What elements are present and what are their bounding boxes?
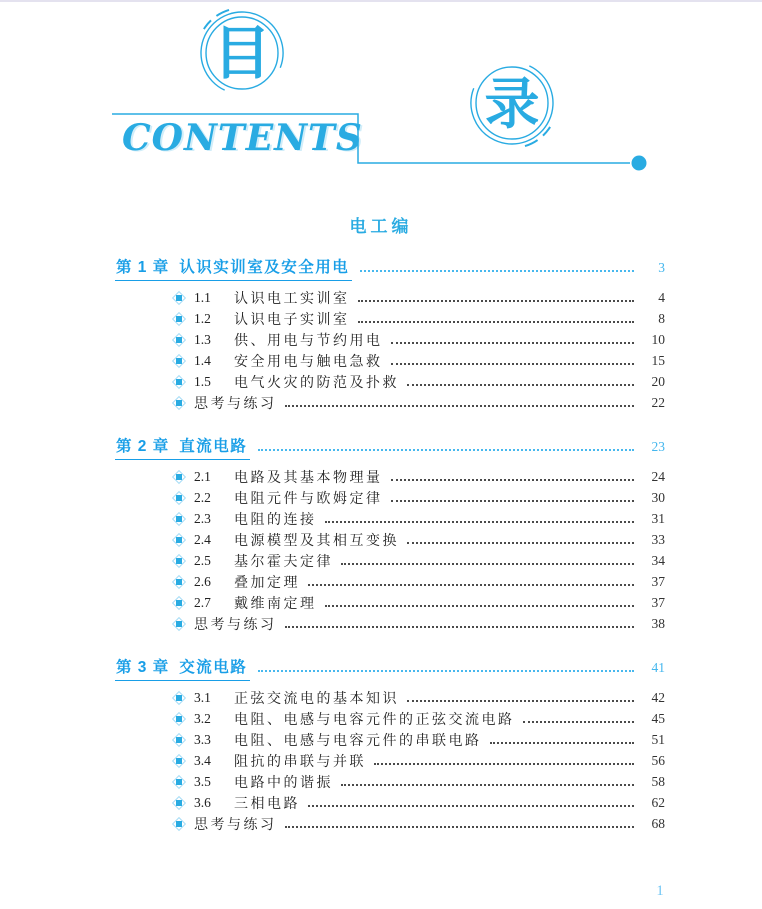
mu-circle-badge-icon <box>192 2 292 102</box>
toc-item-row <box>115 571 665 592</box>
item-title: 电阻元件与欧姆定律 <box>234 491 383 507</box>
toc-item-row <box>115 529 665 550</box>
diamond-bullet-icon <box>172 512 185 525</box>
item-title: 电阻、电感与电容元件的串联电路 <box>234 733 482 749</box>
item-title: 认识电子实训室 <box>234 312 350 328</box>
toc-item-row <box>115 287 665 308</box>
toc-item-row <box>115 466 665 487</box>
dot-leader <box>325 605 635 607</box>
dot-leader <box>391 500 635 502</box>
item-page: 62 <box>651 794 665 810</box>
mu-char: 目 <box>212 21 272 86</box>
dot-leader <box>523 721 635 723</box>
item-number: 3.4 <box>194 752 211 768</box>
item-number: 3.3 <box>194 731 211 747</box>
chapter-items <box>115 287 665 413</box>
item-page: 31 <box>651 510 665 526</box>
chapter-block <box>115 437 665 634</box>
item-title: 电阻的连接 <box>234 512 317 528</box>
item-page: 37 <box>651 594 665 610</box>
chapter-page: 3 <box>658 260 665 275</box>
toc-item-row <box>115 392 665 413</box>
chapter-heading <box>115 255 352 281</box>
item-title: 电阻、电感与电容元件的正弦交流电路 <box>234 712 515 728</box>
toc-item-row <box>115 592 665 613</box>
contents-title: CONTENTS <box>122 117 363 159</box>
section-title: 电工编 <box>349 217 413 236</box>
item-number: 3.2 <box>194 710 211 726</box>
item-page: 68 <box>651 815 665 831</box>
dot-leader <box>360 270 634 272</box>
item-number: 2.7 <box>194 594 211 610</box>
item-title: 正弦交流电的基本知识 <box>234 691 399 707</box>
toc-item-row <box>115 350 665 371</box>
toc-item-row <box>115 487 665 508</box>
dot-leader <box>308 805 634 807</box>
toc-item-row <box>115 371 665 392</box>
item-number: 3.6 <box>194 794 211 810</box>
dot-leader <box>285 626 635 628</box>
toc-item-row <box>115 813 665 834</box>
diamond-bullet-icon <box>172 354 185 367</box>
chapter-title: 认识实训室及安全用电 <box>179 259 350 276</box>
item-title: 安全用电与触电急救 <box>234 354 383 370</box>
connector-dot-icon <box>632 156 647 171</box>
item-page: 24 <box>651 468 665 484</box>
lu-circle-badge-icon <box>462 53 562 153</box>
chapter-heading-row <box>115 258 665 278</box>
dot-leader <box>308 584 634 586</box>
chapter-items <box>115 466 665 634</box>
item-number: 1.1 <box>194 289 211 305</box>
dot-leader <box>285 405 635 407</box>
diamond-bullet-icon <box>172 754 185 767</box>
dot-leader <box>285 826 635 828</box>
diamond-bullet-icon <box>172 470 185 483</box>
chapter-block <box>115 258 665 413</box>
item-number: 3.5 <box>194 773 211 789</box>
chapter-title: 交流电路 <box>179 659 248 676</box>
page-number: 1 <box>656 883 664 899</box>
toc-item-row <box>115 708 665 729</box>
item-page: 56 <box>651 752 665 768</box>
item-number: 1.2 <box>194 310 211 326</box>
item-page: 15 <box>651 352 665 368</box>
item-page: 51 <box>651 731 665 747</box>
item-page: 33 <box>651 531 665 547</box>
toc-item-row <box>115 750 665 771</box>
diamond-bullet-icon <box>172 575 185 588</box>
diamond-bullet-icon <box>172 691 185 704</box>
item-title: 基尔霍夫定律 <box>234 554 333 570</box>
dot-leader <box>391 479 635 481</box>
item-page: 45 <box>651 710 665 726</box>
item-title: 电路及其基本物理量 <box>234 470 383 486</box>
item-title: 思考与练习 <box>194 617 277 633</box>
diamond-bullet-icon <box>172 375 185 388</box>
dot-leader <box>407 700 634 702</box>
diamond-bullet-icon <box>172 533 185 546</box>
item-page: 10 <box>651 331 665 347</box>
toc-item-row <box>115 329 665 350</box>
toc-item-row <box>115 550 665 571</box>
diamond-bullet-icon <box>172 817 185 830</box>
toc-item-row <box>115 308 665 329</box>
header-connector-line <box>0 0 762 185</box>
item-title: 思考与练习 <box>194 817 277 833</box>
chapter-heading-row <box>115 658 665 678</box>
chapter-block <box>115 658 665 834</box>
toc-item-row <box>115 613 665 634</box>
item-page: 22 <box>651 394 665 410</box>
item-number: 2.4 <box>194 531 211 547</box>
chapter-page: 41 <box>651 660 665 675</box>
dot-leader <box>407 542 634 544</box>
chapter-page: 23 <box>651 439 665 454</box>
item-title: 三相电路 <box>234 796 300 812</box>
dot-leader <box>258 670 634 672</box>
diamond-bullet-icon <box>172 333 185 346</box>
chapter-label: 第 1 章 <box>116 259 170 276</box>
item-page: 38 <box>651 615 665 631</box>
dot-leader <box>358 321 635 323</box>
item-title: 叠加定理 <box>234 575 300 591</box>
chapter-items <box>115 687 665 834</box>
chapter-heading <box>115 655 250 681</box>
diamond-bullet-icon <box>172 312 185 325</box>
chapter-title: 直流电路 <box>179 438 248 455</box>
dot-leader <box>341 563 634 565</box>
item-number: 2.6 <box>194 573 211 589</box>
item-page: 4 <box>658 289 665 305</box>
toc-item-row <box>115 687 665 708</box>
dot-leader <box>325 521 635 523</box>
item-page: 30 <box>651 489 665 505</box>
diamond-bullet-icon <box>172 596 185 609</box>
toc-item-row <box>115 771 665 792</box>
chapter-label: 第 3 章 <box>116 659 170 676</box>
item-page: 37 <box>651 573 665 589</box>
diamond-bullet-icon <box>172 733 185 746</box>
item-title: 电路中的谐振 <box>234 775 333 791</box>
diamond-bullet-icon <box>172 796 185 809</box>
diamond-bullet-icon <box>172 291 185 304</box>
item-title: 电源模型及其相互变换 <box>234 533 399 549</box>
item-title: 思考与练习 <box>194 396 277 412</box>
toc-header <box>0 0 762 185</box>
dot-leader <box>374 763 634 765</box>
item-number: 2.3 <box>194 510 211 526</box>
diamond-bullet-icon <box>172 712 185 725</box>
item-title: 阻抗的串联与并联 <box>234 754 366 770</box>
dot-leader <box>391 342 635 344</box>
diamond-bullet-icon <box>172 491 185 504</box>
toc-item-row <box>115 508 665 529</box>
item-number: 1.3 <box>194 331 211 347</box>
diamond-bullet-icon <box>172 775 185 788</box>
chapter-heading-row <box>115 437 665 457</box>
item-page: 34 <box>651 552 665 568</box>
dot-leader <box>358 300 635 302</box>
chapter-label: 第 2 章 <box>116 438 170 455</box>
item-number: 2.1 <box>194 468 211 484</box>
diamond-bullet-icon <box>172 396 185 409</box>
item-page: 8 <box>658 310 665 326</box>
item-title: 电气火灾的防范及扑救 <box>234 375 399 391</box>
item-number: 2.2 <box>194 489 211 505</box>
dot-leader <box>258 449 634 451</box>
item-page: 42 <box>651 689 665 705</box>
toc-item-row <box>115 729 665 750</box>
item-number: 1.4 <box>194 352 211 368</box>
chapter-heading <box>115 434 250 460</box>
lu-char: 录 <box>484 73 540 135</box>
dot-leader <box>391 363 635 365</box>
dot-leader <box>407 384 634 386</box>
toc <box>115 258 665 858</box>
toc-item-row <box>115 792 665 813</box>
diamond-bullet-icon <box>172 554 185 567</box>
item-number: 3.1 <box>194 689 211 705</box>
item-page: 20 <box>651 373 665 389</box>
dot-leader <box>490 742 635 744</box>
item-title: 戴维南定理 <box>234 596 317 612</box>
dot-leader <box>341 784 634 786</box>
item-page: 58 <box>651 773 665 789</box>
item-number: 1.5 <box>194 373 211 389</box>
item-title: 供、用电与节约用电 <box>234 333 383 349</box>
item-title: 认识电工实训室 <box>234 291 350 307</box>
diamond-bullet-icon <box>172 617 185 630</box>
item-number: 2.5 <box>194 552 211 568</box>
